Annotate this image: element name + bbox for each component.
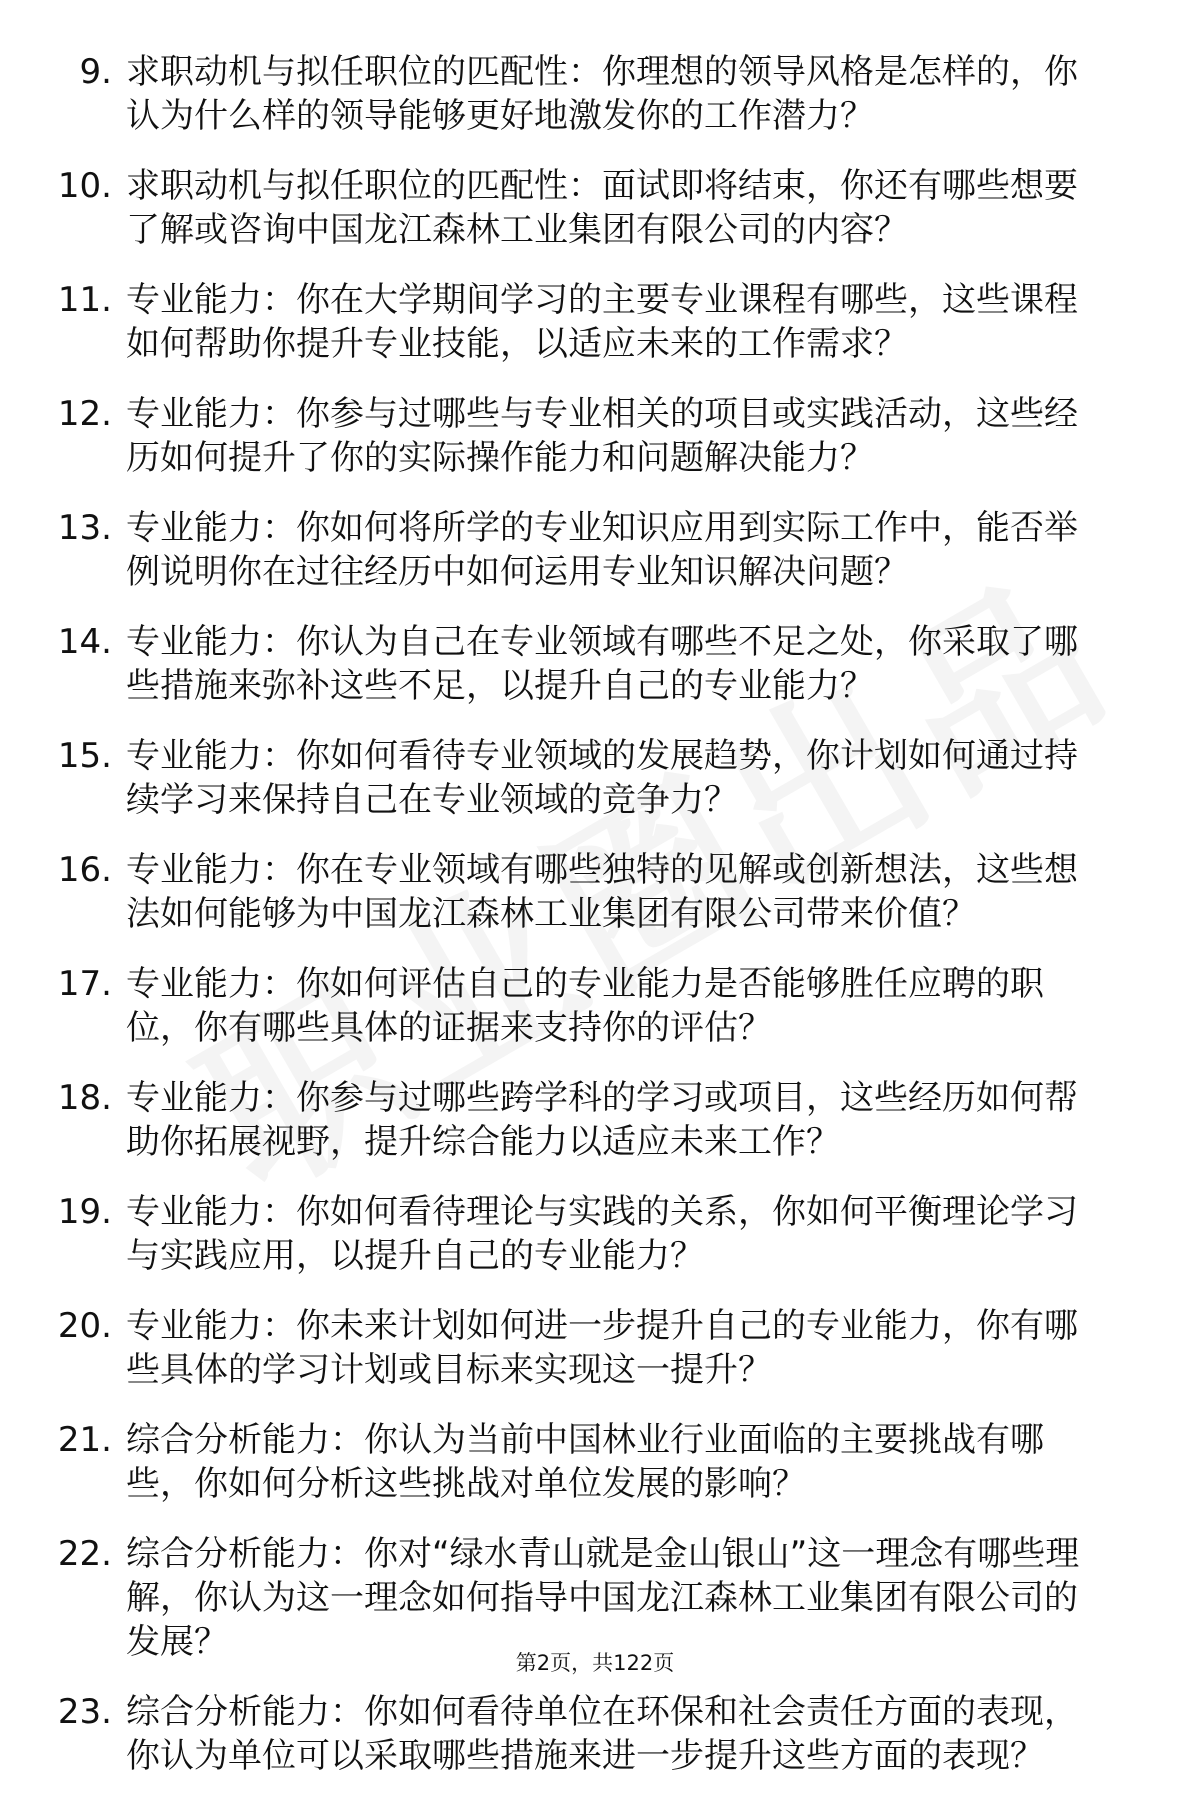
question-number: 11. [57,280,112,320]
question-text: 求职动机与拟任职位的匹配性：面试即将结束，你还有哪些想要了解或咨询中国龙江森林工业集团有限公司的内容？ [126,166,1078,250]
question-text: 专业能力：你参与过哪些跨学科的学习或项目，这些经历如何帮助你拓展视野，提升综合能力以适应未来工作？ [126,1078,1078,1162]
question-number: 22. [57,1534,112,1574]
question-item [0,164,1190,252]
question-number: 18. [57,1078,112,1118]
question-text: 专业能力：你在专业领域有哪些独特的见解或创新想法，这些想法如何能够为中国龙江森林工业集团有限公司带来价值？ [126,850,1078,934]
question-item [0,848,1190,936]
question-item [0,620,1190,708]
question-number: 14. [57,622,112,662]
question-item [0,50,1190,138]
question-item [0,1532,1190,1664]
question-number: 19. [57,1192,112,1232]
question-text: 专业能力：你参与过哪些与专业相关的项目或实践活动，这些经历如何提升了你的实际操作能力和问题解决能力？ [126,394,1078,478]
question-text: 专业能力：你未来计划如何进一步提升自己的专业能力，你有哪些具体的学习计划或目标来实现这一提升？ [126,1306,1078,1390]
question-item [0,1304,1190,1392]
question-text: 专业能力：你如何评估自己的专业能力是否能够胜任应聘的职位，你有哪些具体的证据来支持你的评估？ [126,964,1044,1048]
question-number: 12. [57,394,112,434]
question-text: 专业能力：你在大学期间学习的主要专业课程有哪些，这些课程如何帮助你提升专业技能，以适应未来的工作需求？ [126,280,1078,364]
question-text: 综合分析能力：你对“绿水青山就是金山银山”这一理念有哪些理解，你认为这一理念如何指导中国龙江森林工业集团有限公司的发展？ [126,1534,1080,1662]
question-item [0,506,1190,594]
question-text: 专业能力：你认为自己在专业领域有哪些不足之处，你采取了哪些措施来弥补这些不足，以提升自己的专业能力？ [126,622,1078,706]
question-item [0,1690,1190,1778]
question-number: 10. [57,166,112,206]
question-number: 9. [79,52,112,92]
question-number: 13. [57,508,112,548]
question-text: 综合分析能力：你认为当前中国林业行业面临的主要挑战有哪些，你如何分析这些挑战对单位发展的影响？ [126,1420,1044,1504]
question-item [0,1418,1190,1506]
question-item [0,962,1190,1050]
question-text: 专业能力：你如何看待理论与实践的关系，你如何平衡理论学习与实践应用，以提升自己的专业能力？ [126,1192,1078,1276]
question-item [0,734,1190,822]
question-item [0,1190,1190,1278]
question-text: 专业能力：你如何将所学的专业知识应用到实际工作中，能否举例说明你在过往经历中如何运用专业知识解决问题？ [126,508,1078,592]
question-number: 17. [57,964,112,1004]
question-item [0,392,1190,480]
page-number-footer: 第2页，共122页 [515,1651,675,1675]
question-item [0,1076,1190,1164]
question-number: 21. [57,1420,112,1460]
question-list [0,50,1190,1804]
question-text: 求职动机与拟任职位的匹配性：你理想的领导风格是怎样的，你认为什么样的领导能够更好地激发你的工作潜力？ [126,52,1078,136]
question-text: 综合分析能力：你如何看待单位在环保和社会责任方面的表现，你认为单位可以采取哪些措施来进一步提升这些方面的表现？ [126,1692,1078,1776]
question-number: 20. [57,1306,112,1346]
question-text: 专业能力：你如何看待专业领域的发展趋势，你计划如何通过持续学习来保持自己在专业领域的竞争力？ [126,736,1078,820]
question-number: 16. [57,850,112,890]
question-number: 15. [57,736,112,776]
question-item [0,278,1190,366]
question-number: 23. [57,1692,112,1732]
